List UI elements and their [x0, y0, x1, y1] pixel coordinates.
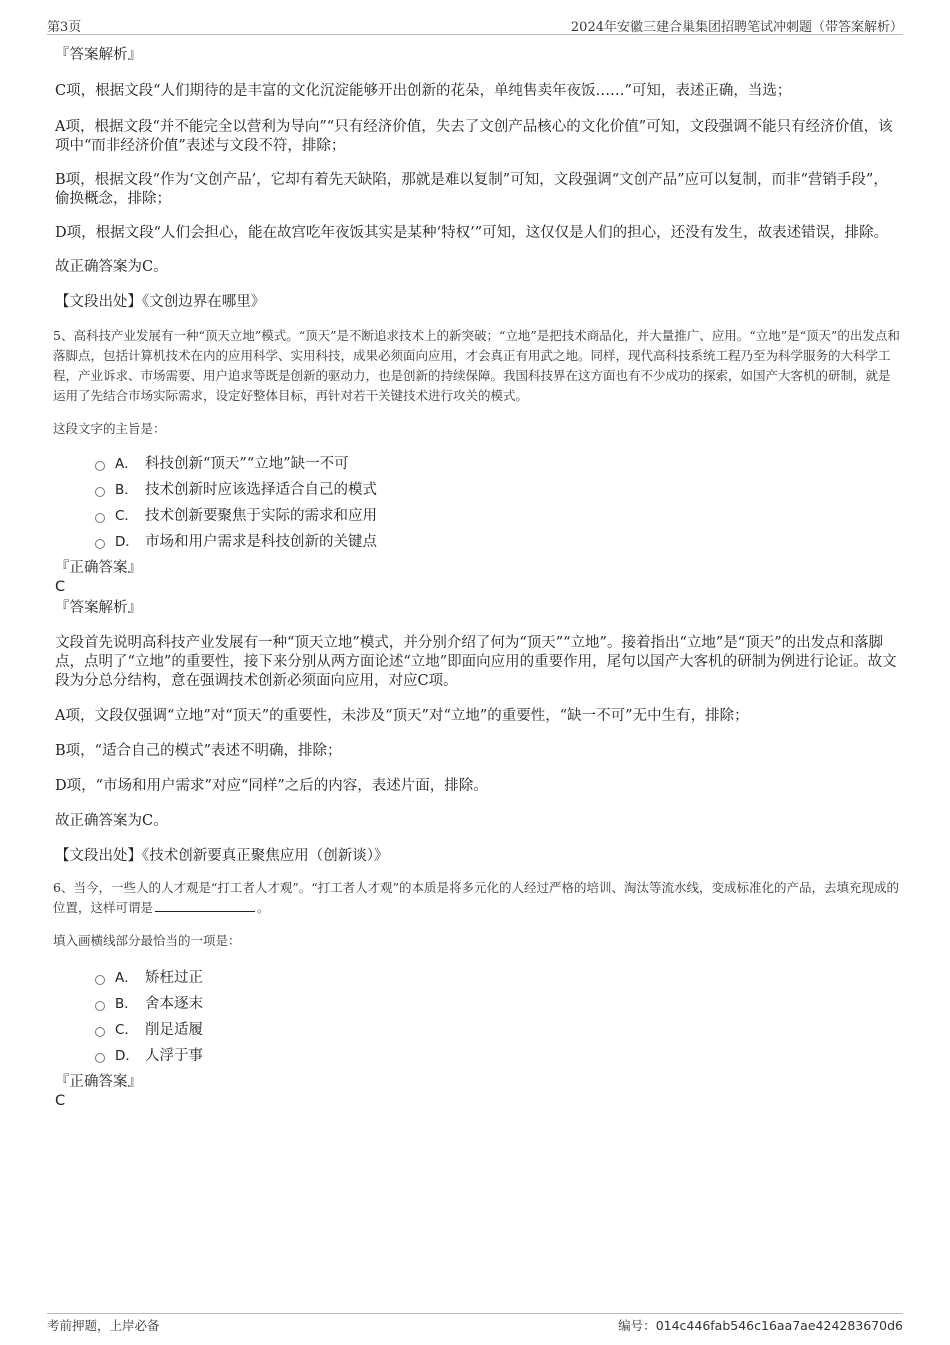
- q6-answer: C: [55, 1092, 66, 1109]
- radio-button[interactable]: [95, 1001, 105, 1011]
- q6-options: [95, 965, 900, 1069]
- document-title: 2024年安徽三建合巢集团招聘笔试冲刺题（带答案解析）: [570, 20, 903, 35]
- q5-analysis-label: 『答案解析』: [55, 600, 142, 616]
- q5-answer-label: 『正确答案』: [55, 560, 142, 576]
- q5-analysis-main: 文段首先说明高科技产业发展有一种“顶天立地”模式，并分别介绍了何为“顶天”“立地”。接着指出“立地”是“顶天”的出发点和落脚点，点明了“立地”的重要性，接下来分别从两方面论述“立地”即面向应用的重要作用，尾句以国产大客机的研制为例进行论证。故文段为分总分结构，意在强调技术创新必须面向应用，对应C项。: [55, 635, 897, 689]
- q5-answer: C: [55, 579, 66, 595]
- q4-analysis-b: B项，根据文段“作为‘文创产品’，它却有着先天缺陷，那就是难以复制”可知，文段强调“文创产品”应可以复制，而非“营销手段”，偷换概念，排除；: [55, 172, 888, 207]
- q4-analysis-a: A项，根据文段“并不能完全以营利为导向”“只有经济价值，失去了文创产品核心的文化价值”可知，文段强调不能只有经济价值，该项中“而非经济价值”表述与文段不符，排除；: [55, 119, 893, 154]
- q5-option-d[interactable]: D． 市场和用户需求是科技创新的关键点: [95, 529, 900, 555]
- q5-analysis-b: B项，“适合自己的模式”表述不明确，排除；: [55, 743, 342, 759]
- page-number: 第3页: [47, 20, 82, 35]
- page-footer: [47, 1313, 903, 1333]
- radio-button[interactable]: [95, 1027, 105, 1037]
- q5-analysis-d: D项，“市场和用户需求”对应“同样”之后的内容，表述片面，排除。: [55, 778, 488, 794]
- q5-options: [95, 451, 900, 555]
- radio-button[interactable]: [95, 539, 105, 549]
- fill-blank: [155, 900, 255, 912]
- q6-option-a[interactable]: A． 矫枉过正: [95, 965, 900, 991]
- q4-analysis-label: 『答案解析』: [55, 47, 142, 63]
- page-header: [47, 14, 903, 35]
- q5-analysis-a: A项，文段仅强调“立地”对“顶天”的重要性，未涉及“顶天”对“立地”的重要性，“缺一不可”无中生有，排除；: [55, 708, 749, 724]
- radio-button[interactable]: [95, 1053, 105, 1063]
- q5-option-c[interactable]: C． 技术创新要聚焦于实际的需求和应用: [95, 503, 900, 529]
- radio-button[interactable]: [95, 461, 105, 471]
- q4-conclusion: 故正确答案为C。: [55, 259, 168, 275]
- q6-question: 填入画横线部分最恰当的一项是：: [53, 932, 241, 948]
- footer-code: 编号：014c446fab546c16aa7ae424283670d6: [618, 1318, 903, 1333]
- q6-stem: 6、当今，一些人的人才观是“打工者人才观”。“打工者人才观”的本质是将多元化的人经过严格的培训、淘汰等流水线，变成标准化的产品，去填充现成的位置，这样可谓是 。: [53, 880, 900, 915]
- document-body: [55, 44, 900, 1111]
- q6-option-d[interactable]: D． 人浮于事: [95, 1043, 900, 1069]
- q5-source: 【文段出处】《技术创新要真正聚焦应用（创新谈）》: [55, 848, 389, 864]
- q4-source: 【文段出处】《文创边界在哪里》: [55, 294, 266, 310]
- q6-answer-label: 『正确答案』: [55, 1073, 142, 1090]
- q5-option-a[interactable]: A． 科技创新“顶天”“立地”缺一不可: [95, 451, 900, 477]
- radio-button[interactable]: [95, 487, 105, 497]
- q5-question: 这段文字的主旨是：: [53, 420, 166, 436]
- q4-analysis-c: C项，根据文段“人们期待的是丰富的文化沉淀能够开出创新的花朵，单纯售卖年夜饭……”可知，表述正确，当选；: [55, 83, 792, 99]
- footer-slogan: 考前押题，上岸必备: [47, 1318, 160, 1333]
- q5-conclusion: 故正确答案为C。: [55, 813, 168, 829]
- q5-stem: 5、高科技产业发展有一种“顶天立地”模式。“顶天”是不断追求技术上的新突破；“立地”是把技术商品化，并大量推广、应用。“立地”是“顶天”的出发点和落脚点，包括计算机技术在内的应用科学、实用科技，成果必须面向应用，才会真正有用武之地。同样，现代高科技系统工程乃至为科学服务的大科学工程，产业诉求、市场需要、用户追求等既是创新的驱动力，也是创新的持续保障。我国科技界在这方面也有不少成功的探索，如国产大客机的研制，就是运用了先结合市场实际需求，设定好整体目标，再针对若干关键技术进行攻关的模式。: [53, 328, 900, 403]
- q4-analysis-d: D项，根据文段“人们会担心，能在故宫吃年夜饭其实是某种‘特权’”可知，这仅仅是人们的担心，还没有发生，故表述错误，排除。: [55, 225, 889, 241]
- radio-button[interactable]: [95, 975, 105, 985]
- q5-option-b[interactable]: B． 技术创新时应该选择适合自己的模式: [95, 477, 900, 503]
- q6-option-c[interactable]: C． 削足适履: [95, 1017, 900, 1043]
- q6-option-b[interactable]: B． 舍本逐末: [95, 991, 900, 1017]
- radio-button[interactable]: [95, 513, 105, 523]
